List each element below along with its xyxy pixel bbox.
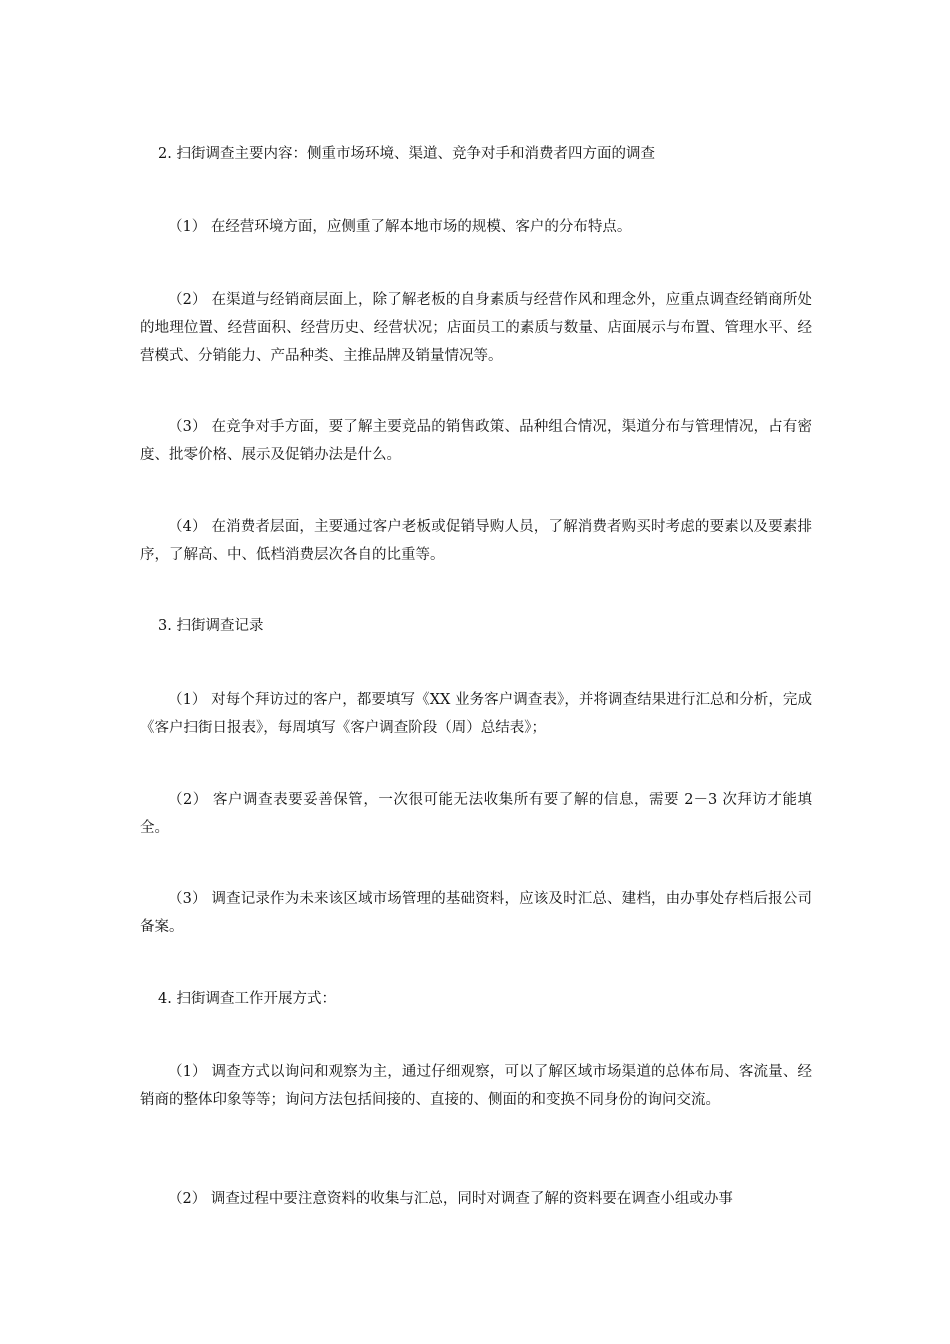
paragraph-2-3: （3） 在竞争对手方面，要了解主要竞品的销售政策、品种组合情况，渠道分布与管理情况，占有密度、批零价格、展示及促销办法是什么。 bbox=[140, 419, 812, 463]
paragraph-2-1: （1） 在经营环境方面，应侧重了解本地市场的规模、客户的分布特点。 bbox=[168, 219, 632, 235]
paragraph-4-1: （1） 调查方式以询问和观察为主，通过仔细观察，可以了解区域市场渠道的总体布局、客流量、经销商的整体印象等等；询问方法包括间接的、直接的、侧面的和变换不同身份的询问交流。 bbox=[140, 1064, 812, 1108]
paragraph-2-4: （4） 在消费者层面，主要通过客户老板或促销导购人员，了解消费者购买时考虑的要素以及要素排序，了解高、中、低档消费层次各自的比重等。 bbox=[140, 519, 812, 563]
section-heading-3: 3. 扫街调查记录 bbox=[158, 618, 264, 634]
paragraph-4-2: （2） 调查过程中要注意资料的收集与汇总，同时对调查了解的资料要在调查小组或办事 bbox=[168, 1191, 733, 1207]
paragraph-3-3: （3） 调查记录作为未来该区域市场管理的基础资料，应该及时汇总、建档，由办事处存档后报公司备案。 bbox=[140, 891, 812, 935]
section-heading-4: 4. 扫街调查工作开展方式： bbox=[158, 991, 336, 1007]
section-heading-2: 2. 扫街调查主要内容：侧重市场环境、渠道、竞争对手和消费者四方面的调查 bbox=[158, 146, 655, 162]
paragraph-3-2: （2） 客户调查表要妥善保管，一次很可能无法收集所有要了解的信息，需要 2－3 次拜访才能填全。 bbox=[140, 792, 812, 836]
paragraph-3-1: （1） 对每个拜访过的客户，都要填写《XX 业务客户调查表》，并将调查结果进行汇总和分析，完成《客户扫街日报表》，每周填写《客户调查阶段（周）总结表》； bbox=[140, 692, 812, 736]
paragraph-2-2: （2） 在渠道与经销商层面上，除了解老板的自身素质与经营作风和理念外，应重点调查经销商所处的地理位置、经营面积、经营历史、经营状况；店面员工的素质与数量、店面展示与布置、管理水平、经营模式、分销能力、产品种类、主推品牌及销量情况等。 bbox=[140, 292, 812, 364]
